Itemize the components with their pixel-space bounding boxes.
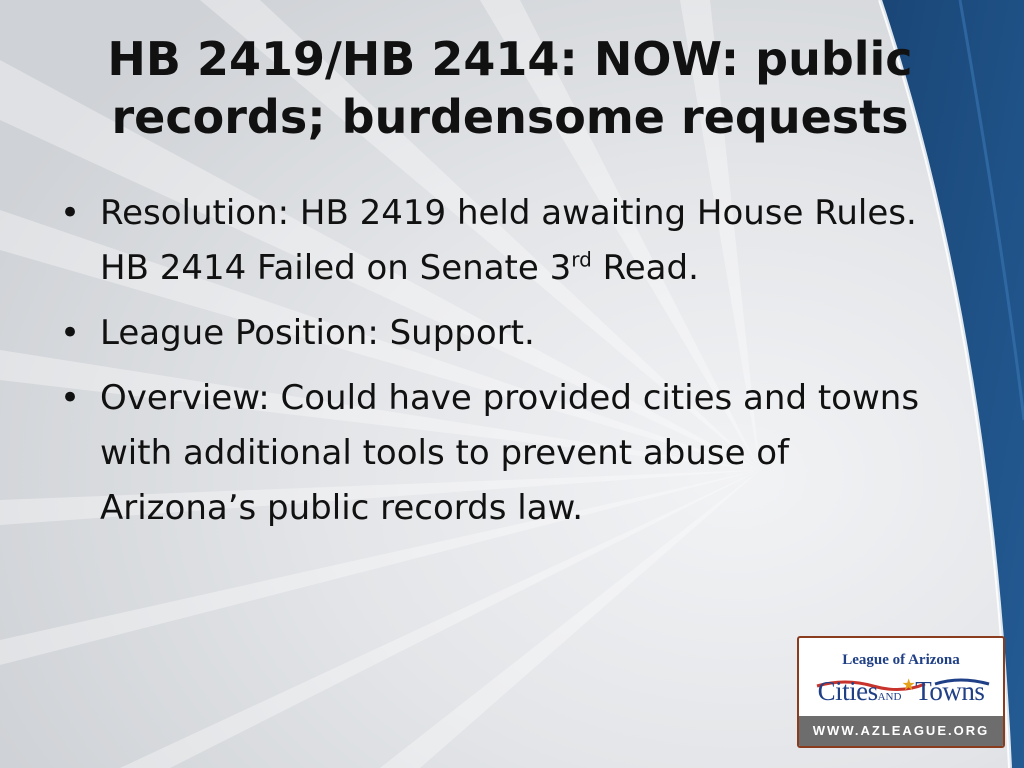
bullet-glyph: • <box>60 193 81 233</box>
slide-title <box>100 30 920 146</box>
bullet-resolution <box>56 186 936 296</box>
bullet-list <box>56 186 936 546</box>
logo-url: WWW.AZLEAGUE.ORG <box>799 716 1003 746</box>
league-logo <box>797 636 1005 748</box>
bullet-resolution-text: Resolution: HB 2419 held awaiting House Rules. HB 2414 Failed on Senate 3 <box>100 193 917 288</box>
logo-top-text: League of Arizona <box>842 652 960 668</box>
logo-main-text <box>799 676 1003 707</box>
logo-cities: Cities <box>817 676 878 706</box>
title-line-2: records; burdensome requests <box>111 90 909 144</box>
arizona-star-icon: ★ <box>901 677 916 694</box>
logo-towns: Towns <box>915 676 985 706</box>
bullet-glyph: • <box>60 378 81 418</box>
title-line-1: HB 2419/HB 2414: NOW: public <box>107 32 913 86</box>
bullet-league-position-text: League Position: Support. <box>100 313 535 353</box>
bullet-resolution-text-end: Read. <box>591 248 699 288</box>
bullet-league-position <box>56 306 936 361</box>
superscript-rd: rd <box>571 247 592 272</box>
bullet-glyph: • <box>60 313 81 353</box>
logo-and: AND <box>877 691 902 703</box>
bullet-overview-text: Overview: Could have provided cities and towns with additional tools to prevent abuse of Arizona’s public records law. <box>100 378 920 528</box>
bullet-overview <box>56 371 936 536</box>
